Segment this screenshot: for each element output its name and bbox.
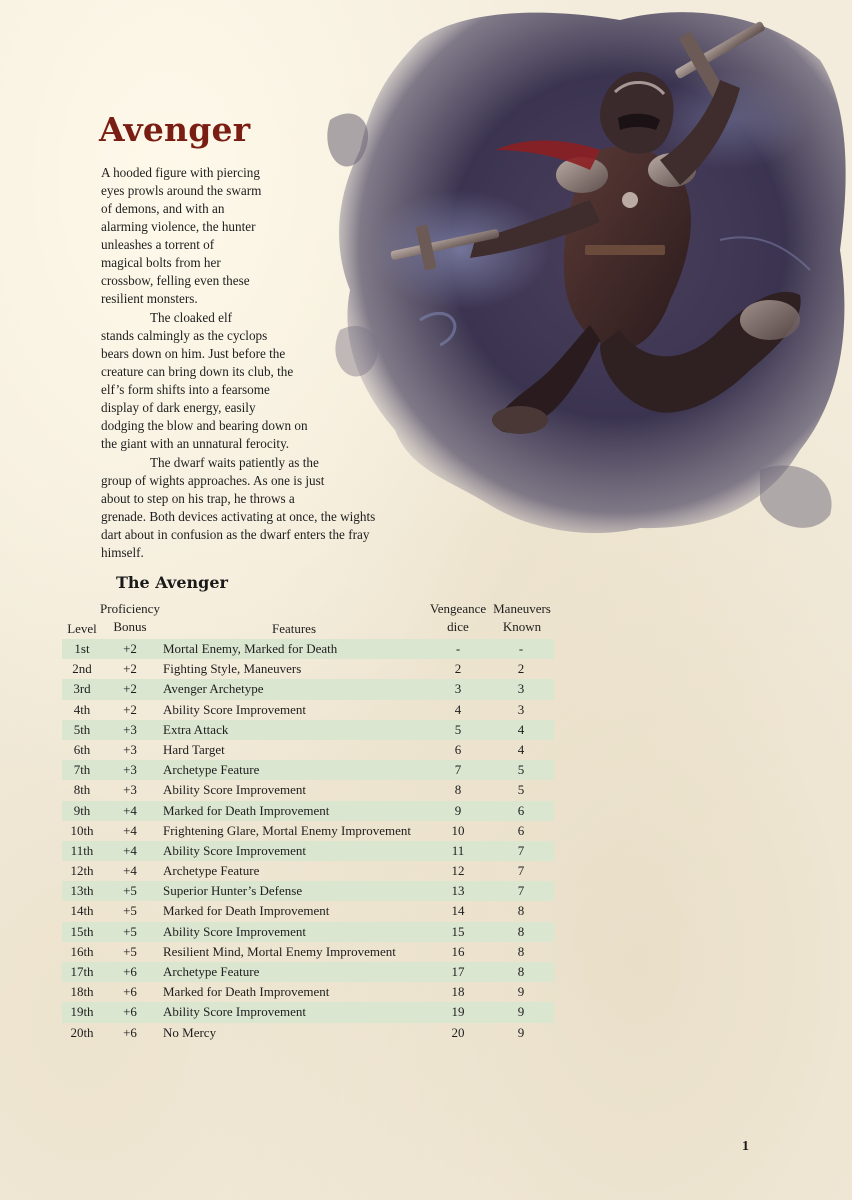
vengeance-cell: 5 [454,721,462,737]
vengeance-cell: 9 [454,802,462,818]
level-cell: 19th [70,1004,94,1020]
features-cell: Marked for Death Improvement [163,903,330,919]
proficiency-cell: +2 [123,641,137,656]
vengeance-cell: 16 [451,943,465,959]
vengeance-cell: 15 [451,923,465,939]
maneuvers-cell: 9 [517,984,525,1000]
intro-line: resilient monsters. [101,291,198,306]
features-cell: Avenger Archetype [163,681,264,697]
vengeance-cell: 8 [454,782,462,798]
page-title: Avenger [99,110,251,149]
vengeance-cell: 20 [451,1024,465,1040]
level-cell: 12th [70,863,94,879]
proficiency-cell: +5 [123,943,137,959]
maneuvers-cell: 4 [517,721,525,737]
maneuvers-cell: 7 [517,863,525,879]
features-cell: No Mercy [163,1024,217,1040]
maneuvers-cell: 8 [517,964,525,979]
header-line: Proficiency [100,601,160,616]
level-cell: 10th [70,822,94,838]
vengeance-cell: 11 [451,842,465,858]
features-cell: Archetype Feature [163,762,260,778]
proficiency-cell: +2 [123,681,137,697]
level-cell: 14th [70,903,94,919]
vengeance-cell: 18 [451,984,465,1000]
table-row [62,962,554,982]
maneuvers-cell: 3 [517,701,525,717]
maneuvers-cell: - [518,641,524,656]
intro-line: A hooded figure with piercing [101,165,260,180]
level-cell: 9th [73,802,91,818]
intro-line: magical bolts from her [101,255,221,270]
intro-line: group of wights approaches. As one is just [101,473,325,488]
table-row [62,841,554,861]
intro-line: unleashes a torrent of [101,237,215,252]
proficiency-cell: +4 [123,822,137,838]
maneuvers-cell: 8 [517,943,525,959]
header-vengeance-dice [423,600,493,636]
level-cell: 6th [73,741,91,757]
maneuvers-cell: 3 [517,681,525,697]
maneuvers-cell: 9 [517,1004,525,1020]
intro-line: bears down on him. Just before the [101,346,286,361]
intro-line: dodging the blow and bearing down on [101,418,308,433]
features-cell: Extra Attack [163,721,229,737]
level-cell: 11th [70,842,94,858]
table-row [62,760,554,780]
header-line: Level [67,621,97,636]
intro-line: stands calmingly as the cyclops [101,328,268,343]
features-cell: Ability Score Improvement [163,701,306,717]
features-cell: Superior Hunter’s Defense [163,883,303,899]
maneuvers-cell: 4 [517,741,525,757]
vengeance-cell: 13 [451,883,465,899]
table-row [62,740,554,760]
level-cell: 17th [70,964,94,979]
vengeance-cell: 4 [454,701,462,717]
proficiency-cell: +3 [123,721,137,737]
features-cell: Mortal Enemy, Marked for Death [163,641,338,656]
features-cell: Ability Score Improvement [163,782,306,798]
level-cell: 8th [73,782,91,798]
intro-line: creature can bring down its club, the [101,364,294,379]
level-cell: 18th [70,984,94,1000]
proficiency-cell: +2 [123,661,137,677]
table-row [62,1002,554,1022]
hooded-hunter-illustration [300,0,852,545]
table-row [62,720,554,740]
vengeance-cell: 19 [451,1004,465,1020]
maneuvers-cell: 9 [517,1024,525,1040]
table-row [62,780,554,800]
features-cell: Marked for Death Improvement [163,984,330,1000]
proficiency-cell: +3 [123,762,137,778]
proficiency-cell: +5 [123,923,137,939]
level-cell: 15th [70,923,94,939]
proficiency-cell: +5 [123,903,137,919]
proficiency-cell: +6 [123,1024,137,1040]
intro-line: grenade. Both devices activating at once, the wights [101,509,376,524]
features-cell: Archetype Feature [163,964,260,979]
header-features [256,620,332,638]
proficiency-cell: +5 [123,883,137,899]
table-row [62,639,554,659]
level-cell: 3rd [73,681,91,697]
vengeance-cell: 3 [454,681,462,697]
level-cell: 2nd [72,661,92,677]
features-cell: Resilient Mind, Mortal Enemy Improvement [163,943,396,959]
features-cell: Archetype Feature [163,863,260,879]
table-row [62,861,554,881]
features-cell: Ability Score Improvement [163,842,306,858]
intro-line: display of dark energy, easily [101,400,256,415]
intro-line: dart about in confusion as the dwarf enters the fray [101,527,370,542]
header-line: Features [271,621,317,636]
intro-line: elf’s form shifts into a fearsome [101,382,270,397]
level-cell: 16th [70,943,94,959]
features-cell: Hard Target [163,741,225,757]
header-line: Maneuvers [493,601,551,616]
header-line: Vengeance [429,601,487,616]
maneuvers-cell: 7 [517,883,525,899]
intro-line: of demons, and with an [101,201,225,216]
features-cell: Ability Score Improvement [163,1004,306,1020]
vengeance-cell: 6 [454,741,462,757]
header-maneuvers-known [486,600,558,636]
vengeance-cell: 7 [454,762,462,778]
proficiency-cell: +6 [123,984,137,1000]
features-cell: Frightening Glare, Mortal Enemy Improvement [163,822,412,838]
features-cell: Fighting Style, Maneuvers [163,661,302,677]
header-line: dice [447,619,469,634]
table-row [62,922,554,942]
level-cell: 4th [73,701,91,717]
proficiency-cell: +4 [123,863,137,879]
table-row [62,659,554,679]
intro-line: alarming violence, the hunter [101,219,256,234]
vengeance-cell: 17 [451,964,465,979]
maneuvers-cell: 8 [517,903,525,919]
header-line: Bonus [113,619,147,634]
intro-line: the giant with an unnatural ferocity. [101,436,290,451]
avenger-table [62,639,554,1043]
page-number: 1 [742,1139,749,1154]
vengeance-cell: 12 [451,863,465,879]
table-row [62,942,554,962]
level-cell: 20th [70,1024,94,1040]
features-cell: Marked for Death Improvement [163,802,330,818]
header-proficiency-bonus [92,600,168,636]
intro-line: himself. [101,545,144,560]
intro-line: The dwarf waits patiently as the [150,455,319,470]
table-title: The Avenger [116,573,228,592]
vengeance-cell: 10 [451,822,465,838]
proficiency-cell: +4 [123,802,137,818]
maneuvers-cell: 6 [517,802,525,818]
proficiency-cell: +3 [123,741,137,757]
level-cell: 7th [73,762,91,778]
level-cell: 1st [74,641,90,656]
level-cell: 13th [70,883,94,899]
maneuvers-cell: 5 [517,782,525,798]
features-cell: Ability Score Improvement [163,923,306,939]
level-cell: 5th [73,721,91,737]
table-row [62,982,554,1002]
vengeance-cell: 14 [451,903,465,919]
table-row [62,1023,554,1043]
intro-line: The cloaked elf [150,310,233,325]
proficiency-cell: +6 [123,964,137,979]
header-line: Known [502,619,542,634]
maneuvers-cell: 8 [517,923,525,939]
proficiency-cell: +2 [123,701,137,717]
intro-line: about to step on his trap, he throws a [101,491,295,506]
maneuvers-cell: 2 [517,661,525,677]
table-row [62,881,554,901]
maneuvers-cell: 7 [517,842,525,858]
proficiency-cell: +6 [123,1004,137,1020]
proficiency-cell: +4 [123,842,137,858]
vengeance-cell: - [455,641,461,656]
proficiency-cell: +3 [123,782,137,798]
table-row [62,700,554,720]
maneuvers-cell: 5 [517,762,525,778]
table-row [62,679,554,699]
maneuvers-cell: 6 [517,822,525,838]
table-row [62,801,554,821]
intro-line: eyes prowls around the swarm [101,183,262,198]
vengeance-cell: 2 [454,661,462,677]
table-row [62,821,554,841]
intro-line: crossbow, felling even these [101,273,250,288]
table-row [62,901,554,921]
